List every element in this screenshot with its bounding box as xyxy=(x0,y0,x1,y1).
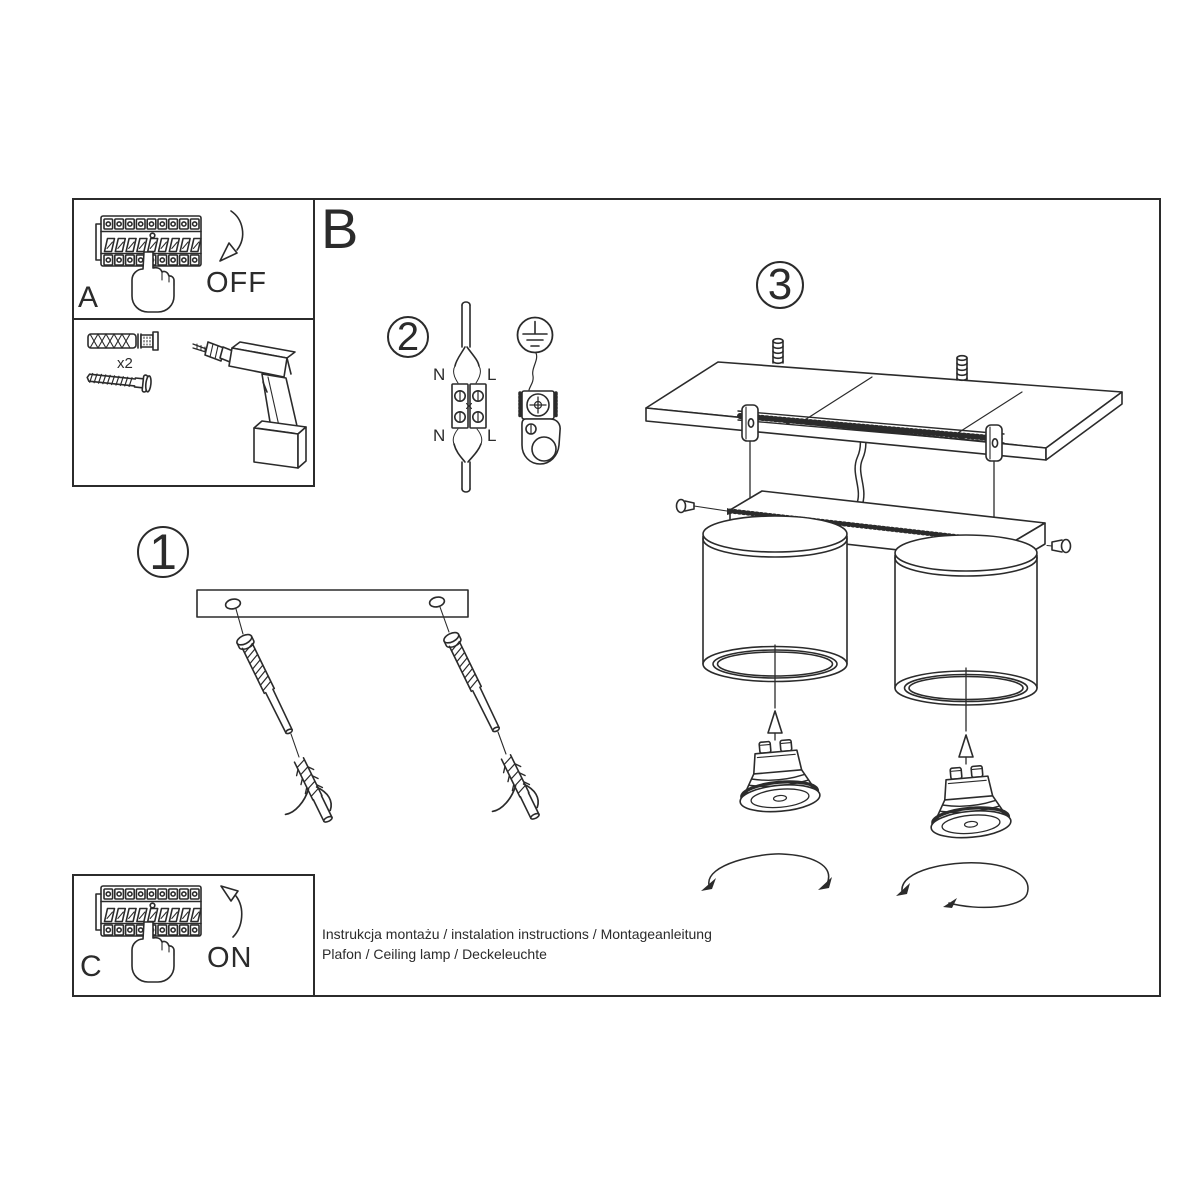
on-label: ON xyxy=(207,942,253,974)
rotation-arrow-left xyxy=(701,854,832,891)
step-1-badge: 1 xyxy=(137,526,189,578)
plate-stud-screw-left xyxy=(773,339,783,364)
rotation-arrow-right xyxy=(896,863,1028,908)
canopy-screw-left xyxy=(677,500,738,516)
screw-icon xyxy=(86,369,151,393)
wire-label-bottom-n: N xyxy=(433,426,446,445)
footer-line-1: Instrukcja montażu / instalation instructions / Montageanleitung xyxy=(322,926,712,942)
panel-a-label: A xyxy=(78,281,99,314)
footer-line-2: Plafon / Ceiling lamp / Deckeleuchte xyxy=(322,946,547,962)
gu10-bulb-right xyxy=(926,764,1012,841)
terminal-block xyxy=(452,384,486,428)
panel-b-label: B xyxy=(321,197,359,260)
mounting-bracket-right xyxy=(986,425,1002,461)
off-label: OFF xyxy=(206,267,267,299)
wire-label-top-l: L xyxy=(487,365,497,384)
power-cable-top xyxy=(454,302,481,383)
wall-plug-icon xyxy=(88,332,158,350)
ground-terminal-icon xyxy=(520,353,560,464)
step-3-badge: 3 xyxy=(756,261,804,309)
expansion-screw-left xyxy=(235,609,299,757)
drill-icon xyxy=(193,342,306,468)
mounting-bracket-left xyxy=(742,405,758,441)
step-2-badge: 2 xyxy=(387,316,429,358)
curved-arrow-up-icon xyxy=(221,886,242,937)
wall-anchor-left xyxy=(267,755,339,837)
curved-arrow-down-icon xyxy=(220,211,243,261)
canopy-screw-right xyxy=(1047,540,1071,553)
wire-label-top-n: N xyxy=(433,365,446,384)
ground-symbol-icon xyxy=(518,318,553,353)
wire-label-bottom-l: L xyxy=(487,426,497,445)
plate-stud-screw-right xyxy=(957,356,967,381)
wall-anchor-right xyxy=(474,752,546,834)
ceiling-plate xyxy=(646,362,1122,460)
gu10-bulb-left xyxy=(735,738,821,815)
panel-c-label: C xyxy=(80,950,102,983)
power-cable-bottom xyxy=(453,429,482,492)
expansion-screw-right xyxy=(440,607,506,754)
quantity-label: x2 xyxy=(117,355,133,372)
